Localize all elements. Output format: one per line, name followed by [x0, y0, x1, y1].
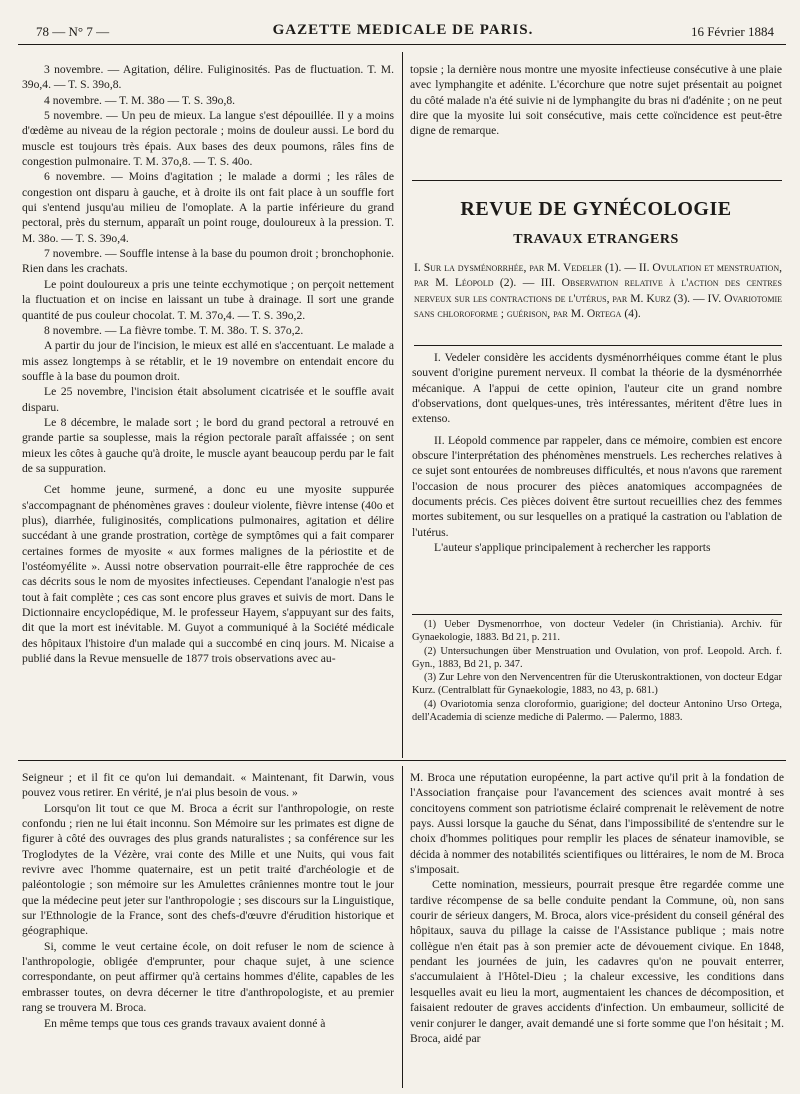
footnotes [412, 618, 782, 756]
column-divider-bottom [402, 766, 403, 1088]
paragraph: Le 25 novembre, l'incision était absolument cicatrisée et le souffle avait disparu. [22, 385, 394, 414]
paragraph: A partir du jour de l'incision, le mieux est allé en s'accentuant. Le malade a mis assez longtemps à se rétablir, et le 19 novembre on entendait encore du souffle à la base du poumon droit. [22, 339, 394, 383]
paragraph: Cette nomination, messieurs, pourrait presque être regardée comme une tardive récompense de sa belle conduite pendant la Commune, où, non sans courir de sérieux dangers, M. Broca, alors vice-président du conseil général des hôpitaux, sauva du pillage la caisse de l'Assistance publique ; mais notre collègue n'en était pas à son premier acte de dévouement civique. En 1848, pendant les journées de juin, les cadavres qu'on ne pouvait enterrer, s'accumulaient à l'Hôtel-Dieu ; la chaleur excessive, les conditions dans lesquelles avait eu lieu la mort, augmentaient les chances de décomposition, et faisaient redouter de graves accidents d'infection. Un embaumeur, sollicité de venir conjurer le danger, avait demandé une si forte somme que l'on hésitait ; M. Broca, aidé par [410, 878, 784, 1045]
paragraph: 8 novembre. — La fièvre tombe. T. M. 38o. T. S. 37o,2. [44, 323, 304, 337]
table-of-contents [414, 260, 782, 340]
paragraph: 4 novembre. — T. M. 38o — T. S. 39o,8. [44, 93, 236, 107]
right-column-middle [412, 350, 782, 612]
paragraph: Seigneur ; et il fit ce qu'on lui demandait. « Maintenant, fit Darwin, vous pouvez vous retirer. En vérité, je n'ai plus besoin de vous. » [22, 771, 394, 800]
paragraph: topsie ; la dernière nous montre une myosite infectieuse consécutive à une plaie avec lymphangite et adénite. L'écorchure que notre sujet présentait au poignet du côté malade n'a été suivie ni de lymphangite du bras ni d'adénite ; on ne peut dire que la myosite lui soit consécutive, mais cette coïncidence est peut-être digne de remarque. [410, 63, 782, 138]
toc-rule [414, 345, 782, 346]
footnote: (4) Ovariotomia senza cloroformio, guarigione; del docteur Antonino Urso Ortega, dell'Academia di scienze mediche di Palermo. — Palermo, 1883. [412, 698, 782, 724]
paragraph: Le point douloureux a pris une teinte ecchymotique ; on perçoit nettement la fluctuation et on incise en laissant un tube à drainage. Il sort une grande quantité de pus couleur chocolat. T. M. 37o,4. — T. S. 39o,2. [22, 277, 394, 322]
footnote-rule [412, 614, 782, 615]
right-column-bottom [410, 770, 784, 1092]
paragraph: 5 novembre. — Un peu de mieux. La langue s'est dépouillée. Il y a moins d'œdème au niveau de la région pectorale ; moins de douleur aussi. Le bord du muscle est toujours très épais. Aux bases des deux poumons, râles fins de congestion pulmonaire. T. M. 37o,8. — T. S. 40o. [22, 109, 394, 169]
journal-title: GAZETTE MEDICALE DE PARIS. [272, 22, 534, 38]
paragraph: Si, comme le veut certaine école, on doit refuser le nom de science à l'anthropologie, obligée d'emprunter, pour chaque sujet, à une science correspondante, on peut affirmer qu'à certains hommes d'élite, capables de les embrasser toutes, on devra décerner le titre d'anthropologiste, et au premier rang se trouvera M. Broca. [22, 939, 394, 1015]
paragraph: II. Léopold commence par rappeler, dans ce mémoire, combien est encore obscure l'interprétation des phénomènes menstruels. Les recherches relatives à ce sujet sont entourées de nombreuses difficultés, et nous n'avons que rarement l'occasion de nous procurer des pièces anatomiques accompagnées de documents précis. Ces pièces doivent être surtout recueillies chez des femmes mortes subitement, ou sur lesquelles on a pratiqué la castration ou l'ablation de l'utérus. [412, 433, 782, 539]
page-number: 78 — N° 7 — [36, 24, 110, 39]
left-column-bottom [22, 770, 394, 1092]
section-divider [18, 760, 786, 761]
paragraph: L'auteur s'applique principalement à rechercher les rapports [434, 541, 711, 555]
section-rule [412, 180, 782, 187]
right-column-top [410, 62, 782, 182]
footnote: (1) Ueber Dysmenorrhoe, von docteur Vedeler (in Christiania). Archiv. für Gynaekologie, 1883. Bd 21, p. 211. [412, 619, 782, 644]
section-title: REVUE DE GYNÉCOLOGIE [460, 198, 732, 220]
paragraph: En même temps que tous ces grands travaux avaient donné à [44, 1016, 326, 1030]
paragraph: Cet homme jeune, surmené, a donc eu une myosite suppurée s'accompagnant de phénomènes graves : douleur violente, fièvre intense (40o et plus), diarrhée, fuliginosités, complications pulmonaires, agitation et délire succédant à une grande prostration, cortège de symptômes qui a fait comparer certaines formes de myosite « aux formes malignes de la périostite et de l'ostéomyélite ». Aussi notre observation pourrait-elle être rapprochée de ces cas décrits sous le nom de myosites infectieuses. Cependant l'analogie n'est pas tout à fait complète ; ces cas sont encore plus graves et suivis de mort. Dans le Dictionnaire encyclopédique, M. le professeur Hayem, s'appuyant sur des faits, dit que la mort est inévitable. M. Guyot a communiqué à la Société médicale des hôpitaux l'histoire d'un malade qui a succombé en cinq jours. M. Nicaise a publié dans la Revue mensuelle de 1877 trois observations avec au- [22, 483, 394, 666]
paragraph: M. Broca une réputation européenne, la part active qu'il prit à la fondation de l'Association française pour l'avancement des sciences avait montré à ses concitoyens comment son patriotisme éclairé comprenait le relèvement de notre pays. Aussi lorsque la gauche du Sénat, dans l'impossibilité de s'entendre sur le choix d'hommes politiques pour remplir les places de sénateur inamovible, se décida à nommer des notabilités scientifiques ou littéraires, le nom de M. Broca s'imposait. [410, 771, 784, 877]
header-rule [18, 44, 786, 45]
paragraph: I. Vedeler considère les accidents dysménorrhéiques comme étant le plus souvent d'origine purement nerveux. Il combat la théorie de la dysménorrhée mécanique. A l'appui de cette opinion, l'auteur cite un grand nombre d'observations, dont quelques-unes, très intéressantes, méritent d'être lues in extenso. [412, 351, 782, 426]
paragraph: 3 novembre. — Agitation, délire. Fuliginosités. Pas de fluctuation. T. M. 39o,4. — T. S. 39o,8. [22, 63, 394, 92]
footnote: (2) Untersuchungen über Menstruation und Ovulation, von prof. Leopold. Arch. f. Gyn., 1883, Bd 21, p. 347. [412, 645, 782, 670]
left-column-top [22, 62, 394, 752]
page-header [18, 0, 788, 42]
footnote: (3) Zur Lehre von den Nervencentren für die Uteruskontraktionen, von docteur Edgar Kurz. (Centralblatt für Gynaekologie, 1883, no 43, p. 681.) [412, 672, 782, 697]
paragraph: Lorsqu'on lit tout ce que M. Broca a écrit sur l'anthropologie, on reste confondu ; rien ne lui était inconnu. Son Mémoire sur les primates est digne de figurer à côté des ouvrages des plus grands naturalistes ; sa conférence sur les Troglodytes de la Vézère, vrai conte des Mille et une Nuits, qui vous fait revivre avec l'homme quaternaire, est un petit traité d'archéologie et de paléontologie ; son mémoire sur les Amulettes crâniennes montre tout le jour que la médecine peut jeter sur l'anthropologie ; ses discours sur la Linguistique, sur l'Ethnologie de la France, sont des chefs-d'œuvre d'érudition historique et géographique. [22, 801, 394, 938]
issue-date: 16 Février 1884 [690, 24, 774, 39]
paragraph: 7 novembre. — Souffle intense à la base du poumon droit ; bronchophonie. Rien dans les crachats. [22, 247, 394, 276]
column-divider-top [402, 52, 403, 758]
section-subtitle: TRAVAUX ETRANGERS [513, 232, 679, 247]
paragraph: 6 novembre. — Moins d'agitation ; le malade a dormi ; les râles de congestion ont disparu à gauche, et à droite ils ont fait place à un souffle fort qui s'entend jusqu'au milieu de l'omoplate. A la partie inférieure du grand pectoral, près du sternum, apparaît un point rouge, douloureux à la pression. T. M. 38o. — T. S. 39o,4. [22, 170, 394, 245]
toc-text: I. Sur la dysménorrhée, par M. Vedeler (1). — II. Ovulation et menstruation, par M. Léopold (2). — III. Observation relative à l'action des centres nerveux sur les contractions de l'utérus, par M. Kurz (3). — IV. Ovariotomie sans chloroforme ; guérison, par M. Ortega (4). [414, 261, 782, 320]
paragraph: Le 8 décembre, le malade sort ; le bord du grand pectoral a retrouvé en grande partie sa souplesse, mais la région pectorale paraît affaissée ; on sent mieux les côtes à gauche qu'à droite, le muscle ayant beaucoup perdu par le fait de sa suppuration. [22, 415, 394, 475]
